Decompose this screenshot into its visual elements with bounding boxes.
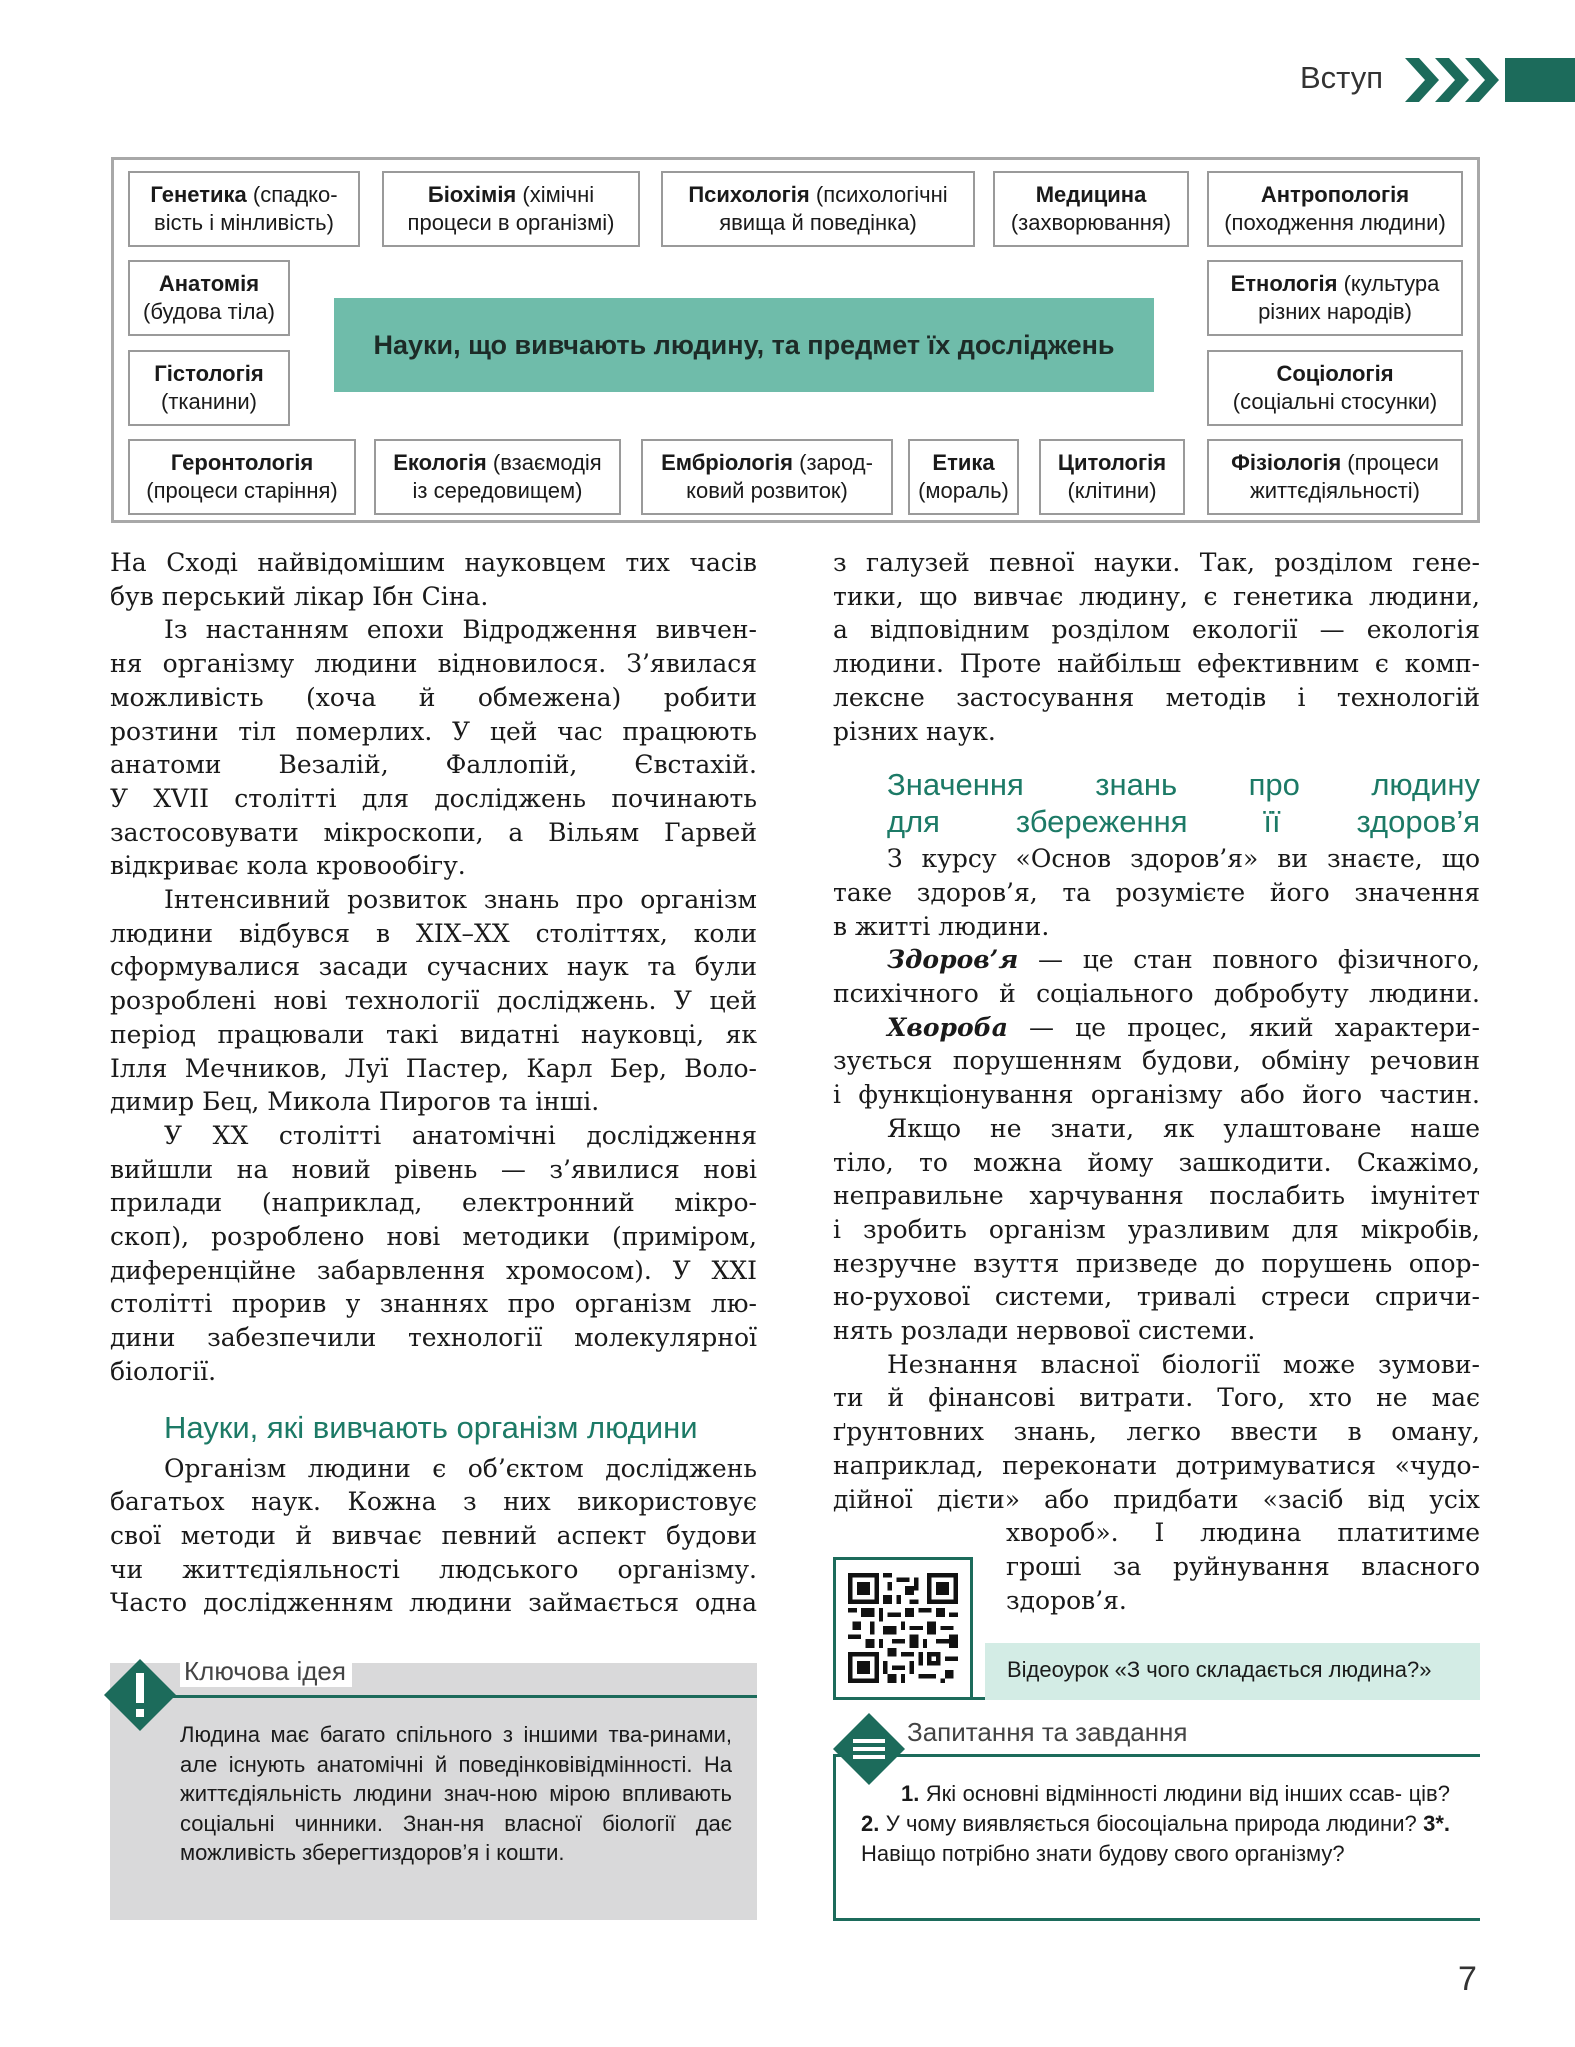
paragraph: З курсу «Основ здоров’я» ви знаєте, що — [887, 844, 1480, 874]
paragraph: вийшли на новий рівень — з’явилися нові прилади (наприклад, електронний мікро- скоп), розроблено нові методики (приміром, диференційне забарвлення хромосом). У XXI столітті прорив у знаннях про організм лю- дини забезпечили технології молекулярної біології. — [110, 1154, 757, 1386]
list-icon — [831, 1711, 907, 1787]
science-box: Анатомія (будова тіла) — [128, 260, 290, 336]
header-accent-bar — [1505, 58, 1575, 102]
science-box: Етика (мораль) — [908, 439, 1019, 515]
key-idea-text: Людина має багато спільного з іншими тва-ринами, але існують анатомічні й поведінковівідмінності. На життєдіяльність людини знач-ною мірою впливають соціальні чинники. Знан-ня власної біології дає можливість зберегтиздоров’я і кошти. — [180, 1722, 733, 1865]
science-box: Ембріологія (зарод- ковий розвиток) — [641, 439, 893, 515]
section-heading: Значення знань про людину для збереження її здоров’я — [887, 767, 1480, 840]
divider — [973, 1697, 985, 1700]
paragraph: зується порушенням будови, обміну речовин і функціонування організму або його частин. — [833, 1046, 1480, 1110]
diagram-title: Науки, що вивчають людину, та предмет їх досліджень — [334, 298, 1154, 392]
paragraph: Інтенсивний розвиток знань про організм — [164, 885, 757, 915]
paragraph: ня організму людини відновилося. З’явилася можливість (хоча й обмежена) робити розтини тіл померлих. У цей час працюють анатоми Везалій, Фаллопій, Євстахій. У XVII столітті для досліджень починають застосовувати мікроскопи, а Вільям Гарвей відкриває кола кровообігу. — [110, 649, 757, 881]
paragraph: Організм людини є об’єктом досліджень — [164, 1453, 757, 1483]
qr-code[interactable] — [833, 1557, 973, 1700]
paragraph: Незнання власної біології може зумови- — [887, 1349, 1480, 1379]
paragraph: людини відбувся в XIX–XX століттях, коли сформувалися засади сучасних наук та були розроблені нові технології досліджень. У цей період працювали такі видатні науковці, як Ілля Мечников, Луї Пастер, Карл Бер, Воло- димир Бец, Микола Пирогов та інші. — [110, 918, 757, 1117]
paragraph: Із настанням епохи Відродження вивчен- — [164, 615, 757, 645]
paragraph: У XX столітті анатомічні дослідження — [164, 1120, 757, 1150]
science-box: Екологія (взаємодія із середовищем) — [374, 439, 621, 515]
questions-title: Запитання та завдання — [903, 1717, 1194, 1748]
science-box: Геронтологія (процеси старіння) — [128, 439, 356, 515]
science-box: Медицина (захворювання) — [993, 171, 1189, 247]
science-box: Гістологія (тканини) — [128, 350, 290, 426]
science-box: Соціологія (соціальні стосунки) — [1207, 350, 1463, 426]
section-heading: Науки, які вивчають організм людини — [164, 1409, 698, 1445]
science-box: Етнологія (культура різних народів) — [1207, 260, 1463, 336]
key-idea-box — [110, 1656, 757, 1920]
key-idea-title: Ключова ідея — [180, 1656, 352, 1687]
paragraph: тіло, то можна йому зашкодити. Скажімо, неправильне харчування послабить імунітет і зробить організм уразливим для мікробів, незручне взуття призведе до порушень опор- но-рухової системи, тривалі стреси спричи- нять розлади нервової системи. — [833, 1147, 1480, 1346]
paragraph: На Сході найвідомішим науковцем тих часів був перський лікар Ібн Сіна. — [110, 548, 757, 611]
sciences-diagram — [111, 157, 1480, 523]
paragraph: Якщо не знати, як улаштоване наше — [887, 1113, 1480, 1143]
page-number: 7 — [1458, 1960, 1477, 1998]
paragraph: таке здоров’я, та розумієте його значення в житті людини. — [833, 877, 1480, 941]
definition-health: Здоров’я — це стан повного фізичного, — [887, 945, 1480, 975]
chevrons-icon — [1405, 58, 1515, 102]
video-lesson-link[interactable]: Відеоурок «З чого складається людина?» — [1007, 1657, 1432, 1682]
science-box: Біохімія (хімічні процеси в організмі) — [382, 171, 640, 247]
questions-text: 1. Які основні відмінності людини від інших ссав- ців? 2. У чому виявляється біосоціальна природа людини? 3*. Навіщо потрібно знати будову свого організму? — [861, 1781, 1450, 1866]
science-box: Антропологія (походження людини) — [1207, 171, 1463, 247]
left-column — [110, 546, 757, 1620]
divider — [170, 1695, 757, 1698]
paragraph: психічного й соціального добробуту людини. — [833, 979, 1480, 1009]
right-column — [833, 546, 1480, 1617]
paragraph: багатьох наук. Кожна з них використовує свої методи й вивчає певний аспект будови чи життєдіяльності людського організму. Часто дослідженням людини займається одна — [110, 1487, 757, 1618]
science-box: Генетика (спадко- вість і мінливість) — [128, 171, 360, 247]
exclamation-icon — [102, 1657, 178, 1733]
paragraph: ти й фінансові витрати. Того, хто не має ґрунтовних знань, легко ввести в оману, наприклад, переконати дотримуватися «чудо- дійної дієти» або придбати «засіб від усіх — [833, 1383, 1480, 1514]
paragraph: з галузей певної науки. Так, розділом гене- тики, що вивчає людину, є генетика людини, а відповідним розділом екології — екологія людини. Проте найбільш ефективним є комп- лексне застосування методів і технологій різних наук. — [833, 548, 1480, 746]
section-title: Вступ — [1299, 60, 1383, 95]
science-box: Фізіологія (процеси життєдіяльності) — [1207, 439, 1463, 515]
definition-disease: Хвороба — це процес, який характери- — [887, 1012, 1480, 1042]
qr-code-icon — [848, 1573, 958, 1683]
science-box: Цитологія (клітини) — [1039, 439, 1185, 515]
paragraph: хвороб». І людина платитиме гроші за руйнування власного здоров’я. — [1006, 1518, 1480, 1615]
questions-box — [833, 1717, 1480, 1923]
science-box: Психологія (психологічні явища й поведінка) — [661, 171, 975, 247]
